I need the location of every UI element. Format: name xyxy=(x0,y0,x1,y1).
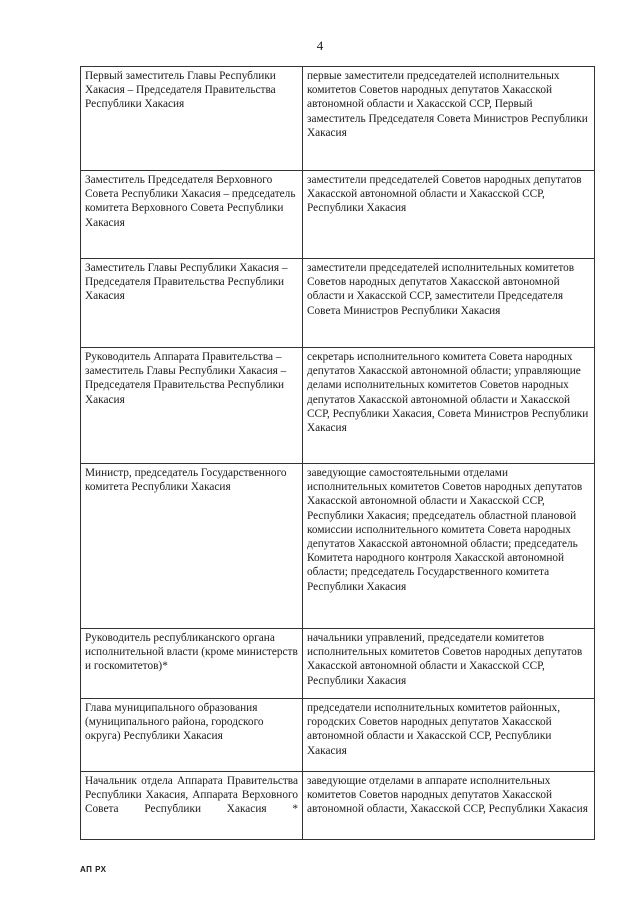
equivalent-positions-cell: председатели исполнительных комитетов районных, городских Советов народных депутатов Хакасской автономной области и Хакасской ССР, Республики Хакасия xyxy=(303,699,595,772)
equivalent-positions-cell: заместители председателей исполнительных комитетов Советов народных депутатов Хакасской автономной области и Хакасской ССР, заместители Председателя Совета Министров Республики Хакасия xyxy=(303,259,595,348)
page-number: 4 xyxy=(316,38,324,53)
position-cell: Заместитель Главы Республики Хакасия – Председателя Правительства Республики Хакасия xyxy=(81,259,303,348)
table-row xyxy=(81,699,595,772)
position-cell: Министр, председатель Государственного комитета Республики Хакасия xyxy=(81,464,303,629)
equivalent-positions-cell: заместители председателей Советов народных депутатов Хакасской автономной области и Хакасской ССР, Республики Хакасия xyxy=(303,171,595,259)
positions-table xyxy=(80,66,595,840)
equivalent-positions-cell: секретарь исполнительного комитета Совета народных депутатов Хакасской автономной области; управляющие делами исполнительных комитетов Советов народных депутатов Хакасской автономной области и Хакасской ССР, Республики Хакасия, Совета Министров Республики Хакасия xyxy=(303,348,595,464)
position-cell: Первый заместитель Главы Республики Хакасия – Председателя Правительства Республики Хакасия xyxy=(81,67,303,171)
position-cell: Глава муниципального образования (муниципального района, городского округа) Республики Хакасия xyxy=(81,699,303,772)
table-row xyxy=(81,171,595,259)
equivalent-positions-cell: начальники управлений, председатели комитетов исполнительных комитетов Советов народных депутатов Хакасской автономной области и Хакасской ССР, Республики Хакасия xyxy=(303,629,595,699)
position-cell: Руководитель Аппарата Правительства – заместитель Главы Республики Хакасия – Председателя Правительства Республики Хакасия xyxy=(81,348,303,464)
table-row xyxy=(81,67,595,171)
table-row xyxy=(81,348,595,464)
footer-mark: АП РХ xyxy=(80,865,107,874)
equivalent-positions-cell: заведующие самостоятельными отделами исполнительных комитетов Советов народных депутатов Хакасской автономной области и Хакасской ССР, Республики Хакасия; председатель областной плановой комиссии исполнительного комитета Совета народных депутатов Хакасской автономной области; председатель Комитета народного контроля Хакасской автономной области; председатель Государственного комитета Республики Хакасия xyxy=(303,464,595,629)
table-row xyxy=(81,629,595,699)
position-cell: Заместитель Председателя Верховного Совета Республики Хакасия – председатель комитета Верховного Совета Республики Хакасия xyxy=(81,171,303,259)
equivalent-positions-cell: заведующие отделами в аппарате исполнительных комитетов Советов народных депутатов Хакасской автономной области, Хакасской ССР, Республики Хакасия xyxy=(303,772,595,840)
position-cell: Начальник отдела Аппарата Правительства Республики Хакасия, Аппарата Верховного Совета Республики Хакасия * xyxy=(81,772,303,840)
table-row xyxy=(81,259,595,348)
position-cell: Руководитель республиканского органа исполнительной власти (кроме министерств и госкомитетов)* xyxy=(81,629,303,699)
table-row xyxy=(81,464,595,629)
table-row xyxy=(81,772,595,840)
equivalent-positions-cell: первые заместители председателей исполнительных комитетов Советов народных депутатов Хакасской автономной области и Хакасской ССР, Первый заместитель Председателя Совета Министров Республики Хакасия xyxy=(303,67,595,171)
